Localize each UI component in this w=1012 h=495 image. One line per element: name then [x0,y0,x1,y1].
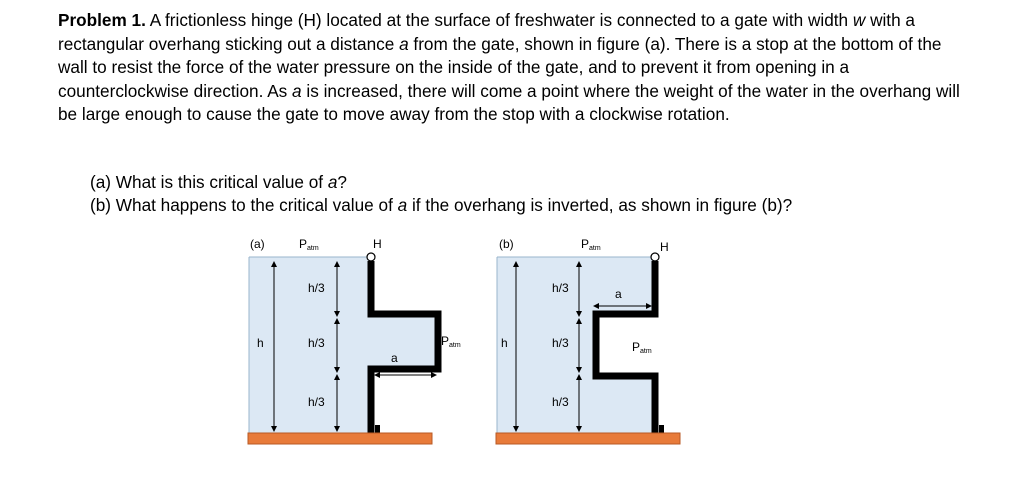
problem-heading: Problem 1. [58,10,146,30]
water-region [497,257,653,433]
question-a-text: (a) What is this critical value of [90,172,328,192]
third-label-3: h/3 [552,395,569,409]
hinge-icon [367,253,375,261]
ground-base [496,433,680,444]
var-a: a [292,80,302,101]
third-label-2: h/3 [308,336,325,350]
var-a: a [397,195,408,215]
third-label-3: h/3 [308,395,325,409]
var-a: a [399,33,409,54]
third-label-1: h/3 [552,281,569,295]
question-b-end: if the overhang is inverted, as shown in figure (b)? [407,195,793,215]
statement-part-2: with a rectangular overhang sticking out a distance [58,10,915,54]
third-label-2: h/3 [552,336,569,350]
p-atm-outside: Patm [441,334,461,349]
figure-label: (a) [250,237,265,251]
h-label: h [257,336,264,350]
p-atm-outside: Patm [632,340,652,355]
a-label: a [391,351,398,365]
figure-b [496,237,680,444]
h-label: h [501,336,508,350]
var-w: w [852,10,866,30]
a-label: a [615,287,622,301]
statement-part-4: is increased, there will come a point where the weight of the water in the overhang will be large enough to cause the gate to move away from the stop with a clockwise rotation. [58,80,960,125]
question-b-text: (b) What happens to the critical value of [90,195,398,215]
figure-label: (b) [499,237,514,251]
third-label-1: h/3 [308,281,325,295]
hinge-icon [651,253,659,261]
hinge-label: H [373,237,382,251]
question-a-end: ? [337,172,347,192]
statement-part-1: A frictionless hinge (H) located at the surface of freshwater is connected to a gate with width [145,10,853,30]
figure-a [248,237,461,444]
p-atm-top: Patm [581,237,601,252]
water-region [249,257,438,433]
p-atm-top: Patm [299,237,319,252]
hinge-label: H [660,240,669,254]
var-a: a [327,172,338,192]
statement-part-3: from the gate, shown in figure (a). There is a stop at the bottom of the wall to resist the force of the water pressure on the inside of the gate, and to prevent it from opening in a counterclockwise direction. As [58,33,942,101]
ground-base [248,433,432,444]
